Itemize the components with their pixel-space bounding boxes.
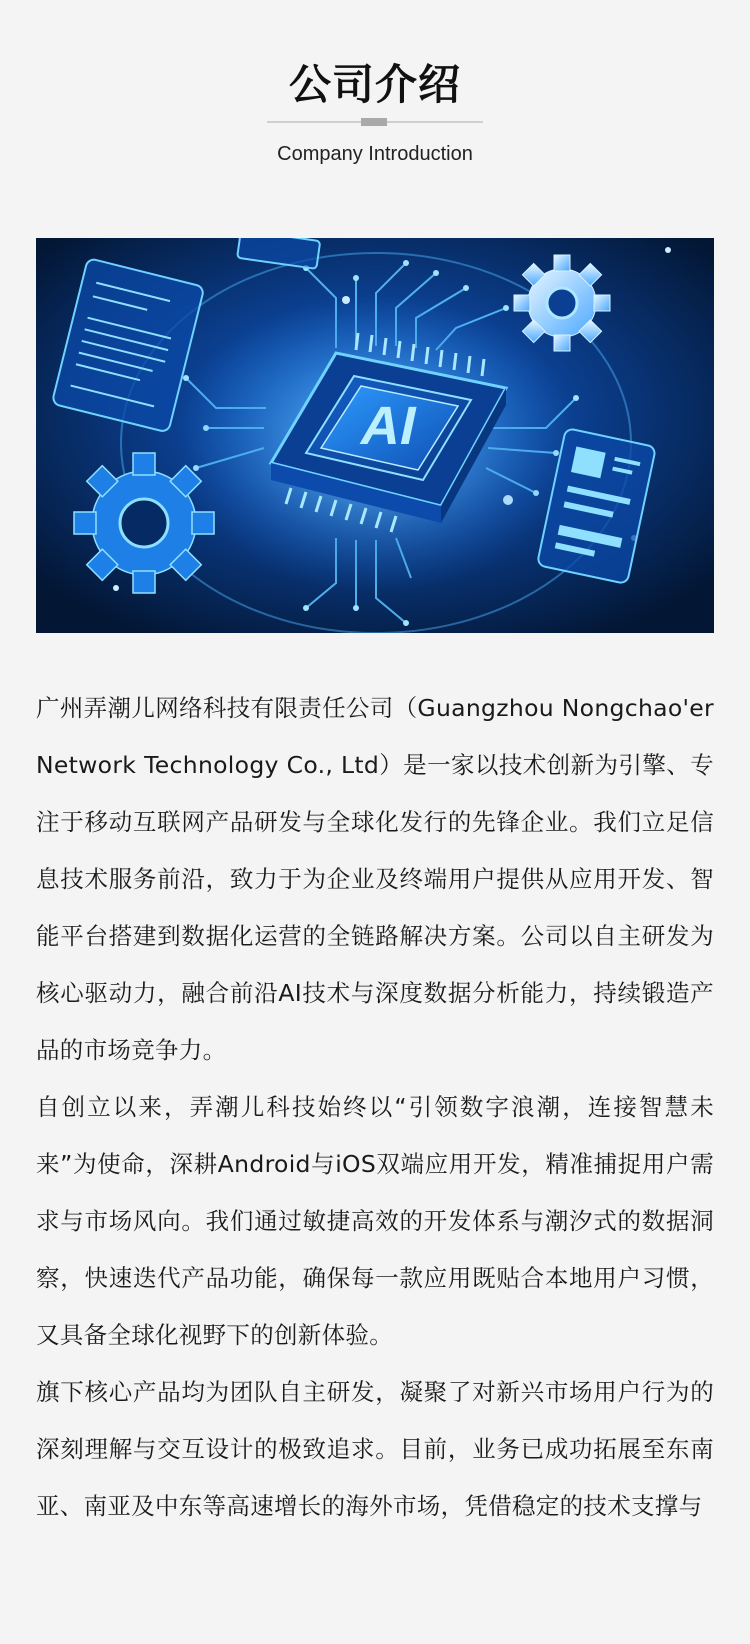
chip-label: AI	[355, 395, 423, 456]
ai-chip-illustration	[36, 238, 714, 633]
page-subtitle: Company Introduction	[277, 143, 473, 165]
gear-icon-top-right	[514, 255, 610, 351]
intro-paragraph-1: 广州弄潮儿网络科技有限责任公司（Guangzhou Nongchao'er Network Technology Co., Ltd）是一家以技术创新为引擎、专注于移动互联网产品研发与全球化发行的先锋企业。我们立足信息技术服务前沿，致力于为企业及终端用户提供从应用开发、智能平台搭建到数据化运营的全链路解决方案。公司以自主研发为核心驱动力，融合前沿AI技术与深度数据分析能力，持续锻造产品的市场竞争力。	[36, 694, 714, 1064]
intro-paragraph-2: 自创立以来，弄潮儿科技始终以“引领数字浪潮，连接智慧未来”为使命，深耕Android与iOS双端应用开发，精准捕捉用户需求与市场风向。我们通过敏捷高效的开发体系与潮汐式的数据洞察，快速迭代产品功能，确保每一款应用既贴合本地用户习惯，又具备全球化视野下的创新体验。	[36, 1093, 714, 1349]
gear-icon-bottom-left	[74, 453, 214, 593]
page-title: 公司介绍	[288, 60, 461, 109]
title-divider-mark	[361, 118, 387, 126]
intro-paragraph-3: 旗下核心产品均为团队自主研发，凝聚了对新兴市场用户行为的深刻理解与交互设计的极致追求。目前，业务已成功拓展至东南亚、南亚及中东等高速增长的海外市场，凭借稳定的技术支撑与	[36, 1378, 714, 1520]
company-intro-text	[36, 680, 714, 1535]
hero-image-ai-chip	[36, 238, 714, 633]
